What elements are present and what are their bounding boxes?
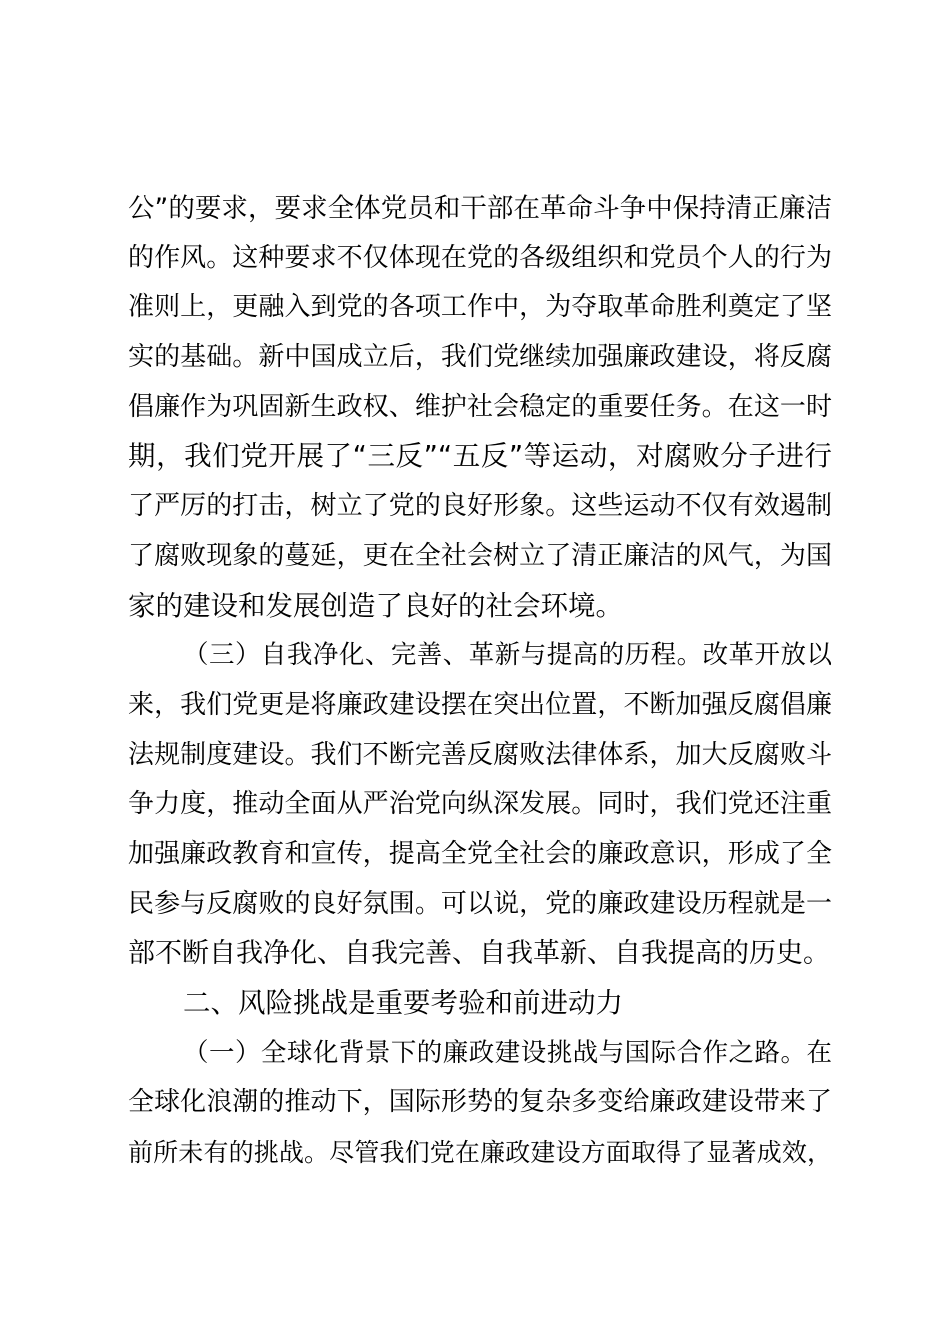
text-line: 前所未有的挑战。尽管我们党在廉政建设方面取得了显著成效， (128, 1138, 832, 1168)
text-line: 期，我们党开展了“三反”“五反”等运动，对腐败分子进行 (128, 440, 832, 473)
text-line: 准则上，更融入到党的各项工作中，为夺取革命胜利奠定了坚 (128, 292, 832, 323)
text-line: 加强廉政教育和宣传，提高全党全社会的廉政意识，形成了全 (128, 838, 832, 869)
text-line: 实的基础。新中国成立后，我们党继续加强廉政建设，将反腐 (128, 342, 832, 373)
text-line: 民参与反腐败的良好氛围。可以说，党的廉政建设历程就是一 (128, 888, 832, 919)
text-line: 了腐败现象的蔓延，更在全社会树立了清正廉洁的风气，为国 (128, 540, 832, 571)
text-line: 了严厉的打击，树立了党的良好形象。这些运动不仅有效遏制 (128, 491, 832, 522)
text-line: 争力度，推动全面从严治党向纵深发展。同时，我们党还注重 (128, 789, 832, 820)
document-body (128, 184, 832, 1178)
text-line: 全球化浪潮的推动下，国际形势的复杂多变给廉政建设带来了 (128, 1087, 832, 1118)
text-line: 的作风。这种要求不仅体现在党的各级组织和党员个人的行为 (128, 242, 832, 273)
text-line: 公”的要求，要求全体党员和干部在革命斗争中保持清正廉洁 (128, 193, 832, 224)
paragraph-first-line: （一）全球化背景下的廉政建设挑战与国际合作之路。在 (183, 1037, 832, 1068)
paragraph-first-line: （三）自我净化、完善、革新与提高的历程。改革开放以 (183, 640, 832, 671)
paragraph-last-line: 家的建设和发展创造了良好的社会环境。 (128, 589, 623, 622)
text-line: 法规制度建设。我们不断完善反腐败法律体系，加大反腐败斗 (128, 739, 832, 770)
section-heading: 二、风险挑战是重要考验和前进动力 (183, 987, 623, 1019)
text-line: 倡廉作为巩固新生政权、维护社会稳定的重要任务。在这一时 (128, 391, 832, 422)
text-line: 来，我们党更是将廉政建设摆在突出位置，不断加强反腐倡廉 (128, 689, 832, 720)
paragraph-last-line: 部不断自我净化、自我完善、自我革新、自我提高的历史。 (128, 938, 830, 970)
